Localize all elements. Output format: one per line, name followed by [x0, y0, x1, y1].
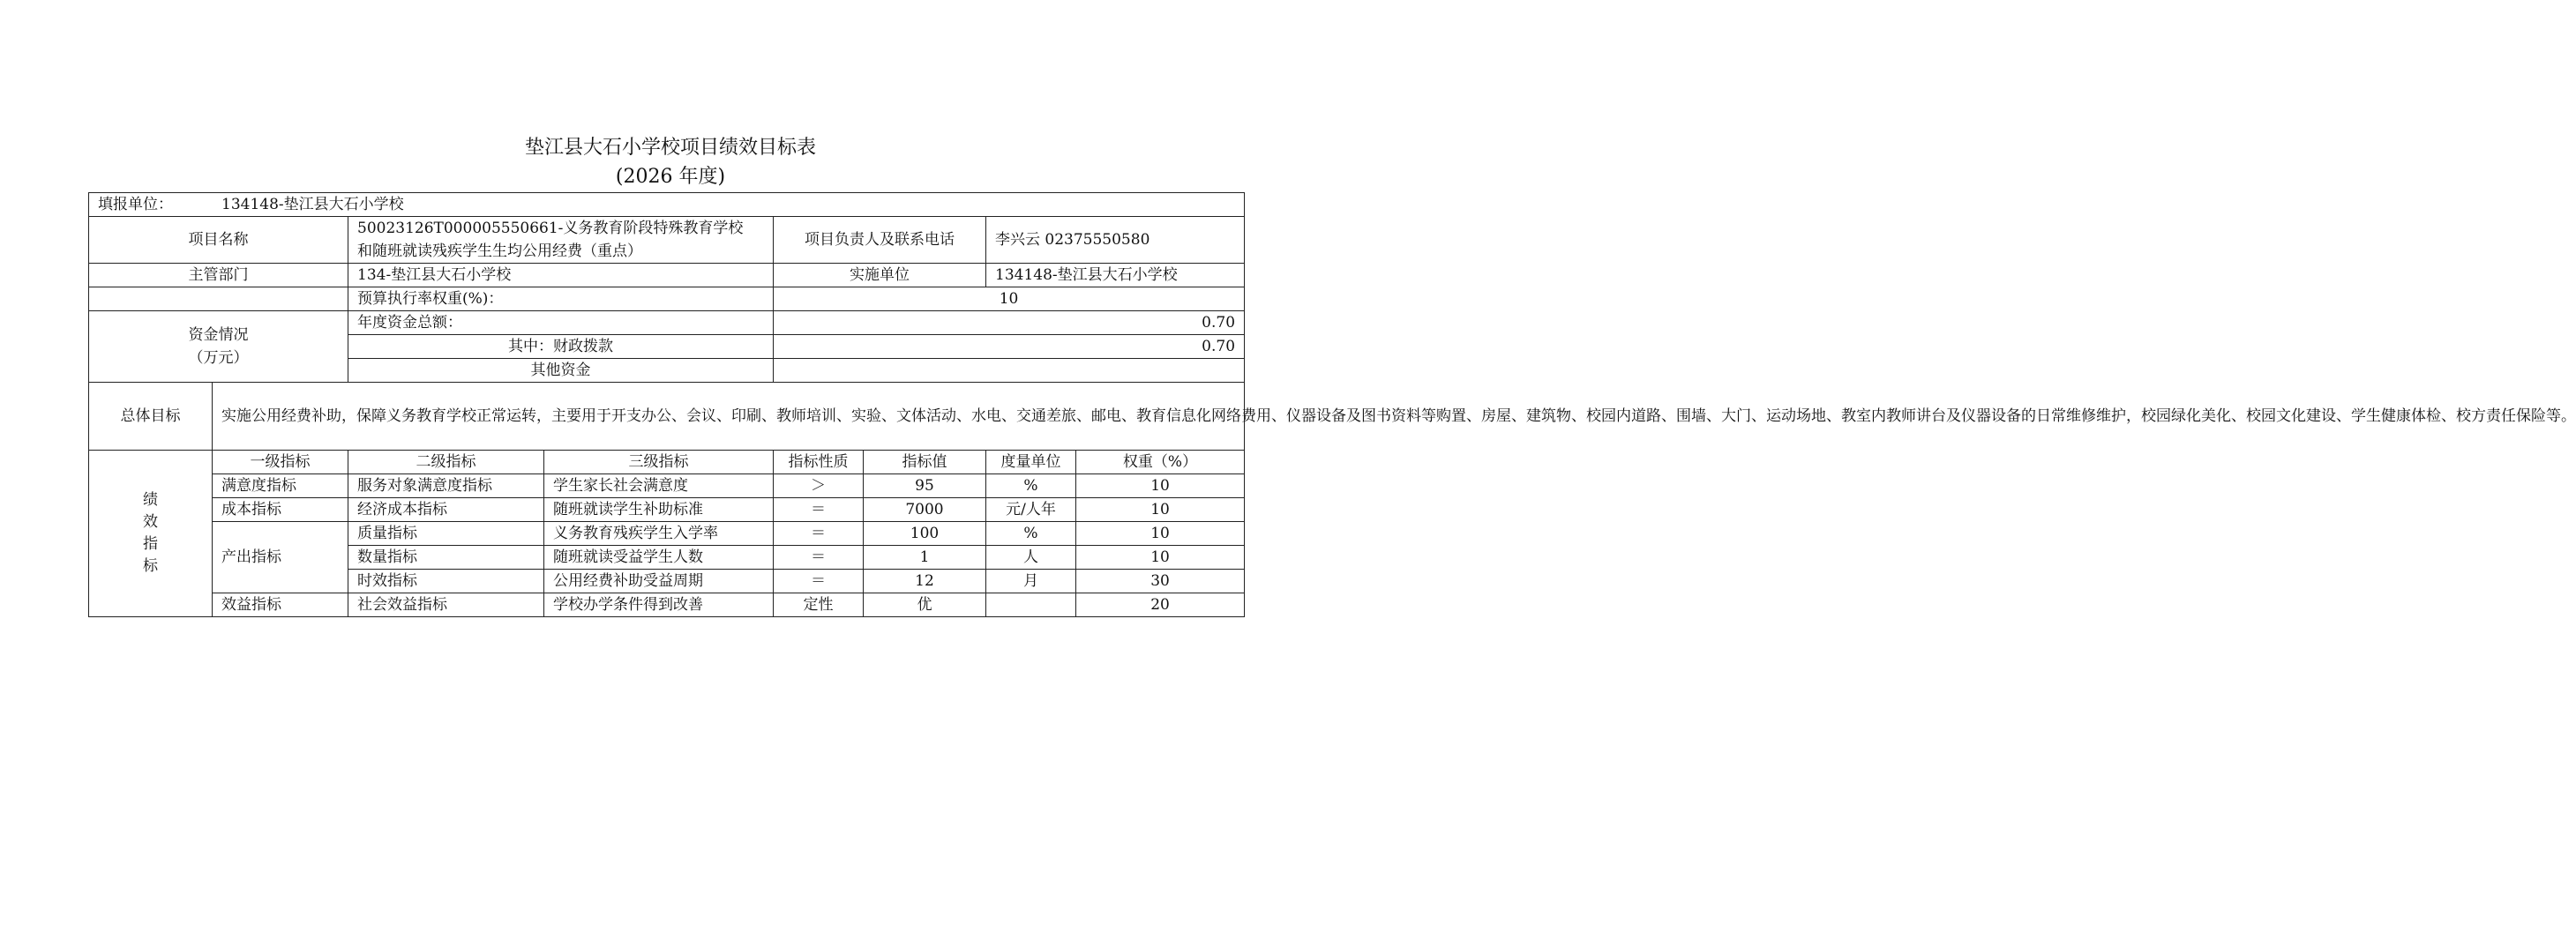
value-cell: 优 [864, 593, 986, 617]
fiscal-value: 0.70 [774, 335, 1245, 359]
perf-label-char: 效 [143, 513, 158, 531]
page-subtitle: (2026 年度) [615, 166, 726, 188]
header-unit: 度量单位 [986, 451, 1076, 474]
contact-value: 李兴云 02375550580 [986, 217, 1245, 264]
level2-cell: 质量指标 [348, 522, 544, 546]
budget-weight-blank [89, 287, 348, 311]
dept-row [89, 264, 1245, 287]
perf-label-char: 指 [143, 535, 158, 553]
header-level1: 一级指标 [213, 451, 348, 474]
level1-cell: 产出指标 [213, 522, 348, 593]
impl-value: 134148-垫江县大石小学校 [986, 264, 1245, 287]
level2-cell: 时效指标 [348, 570, 544, 593]
header-level2: 二级指标 [348, 451, 544, 474]
header-value: 指标值 [864, 451, 986, 474]
unit-cell: 月 [986, 570, 1076, 593]
perf-label [89, 451, 213, 617]
level3-cell: 公用经费补助受益周期 [544, 570, 774, 593]
nature-cell: ＝ [774, 570, 864, 593]
level3-cell: 随班就读学生补助标准 [544, 498, 774, 522]
unit-cell: % [986, 522, 1076, 546]
budget-weight-label: 预算执行率权重(%)： [348, 287, 774, 311]
perf-header-row [89, 451, 1245, 474]
level2-cell: 数量指标 [348, 546, 544, 570]
budget-weight-row [89, 287, 1245, 311]
other-funds-value [774, 359, 1245, 383]
value-cell: 100 [864, 522, 986, 546]
weight-cell: 10 [1076, 498, 1245, 522]
value-cell: 1 [864, 546, 986, 570]
table-row [89, 474, 1245, 498]
level2-cell: 社会效益指标 [348, 593, 544, 617]
dept-label: 主管部门 [89, 264, 348, 287]
funds-label [89, 311, 348, 383]
filing-unit-row [89, 193, 1245, 217]
budget-weight-value: 10 [774, 287, 1245, 311]
funds-label-line1: 资金情况 [188, 326, 249, 344]
project-name-value [348, 217, 774, 264]
filing-unit-cell [89, 193, 1245, 217]
value-cell: 12 [864, 570, 986, 593]
weight-cell: 10 [1076, 546, 1245, 570]
weight-cell: 10 [1076, 474, 1245, 498]
project-name-row [89, 217, 1245, 264]
level3-cell: 学生家长社会满意度 [544, 474, 774, 498]
impl-label: 实施单位 [774, 264, 986, 287]
header-nature: 指标性质 [774, 451, 864, 474]
project-name-line2: 和随班就读残疾学生生均公用经费（重点） [357, 242, 642, 260]
level2-cell: 经济成本指标 [348, 498, 544, 522]
annual-total-label: 年度资金总额： [348, 311, 774, 335]
dept-value: 134-垫江县大石小学校 [348, 264, 774, 287]
unit-cell [986, 593, 1076, 617]
nature-cell: ＞ [774, 474, 864, 498]
nature-cell: ＝ [774, 498, 864, 522]
weight-cell: 30 [1076, 570, 1245, 593]
unit-cell: 人 [986, 546, 1076, 570]
level3-cell: 学校办学条件得到改善 [544, 593, 774, 617]
level1-cell: 成本指标 [213, 498, 348, 522]
fiscal-label: 其中：财政拨款 [348, 335, 774, 359]
table-row [89, 522, 1245, 546]
perf-label-char: 标 [143, 557, 158, 575]
level3-cell: 随班就读受益学生人数 [544, 546, 774, 570]
table-row [89, 593, 1245, 617]
perf-label-char: 绩 [143, 491, 158, 509]
goal-row [89, 383, 1245, 451]
project-name-line1: 50023126T000005550661-义务教育阶段特殊教育学校 [357, 220, 744, 237]
weight-cell: 10 [1076, 522, 1245, 546]
goal-label: 总体目标 [89, 383, 213, 451]
other-funds-label: 其他资金 [348, 359, 774, 383]
value-cell: 7000 [864, 498, 986, 522]
page-title: 垫江县大石小学校项目绩效目标表 [524, 137, 816, 159]
annual-total-value: 0.70 [774, 311, 1245, 335]
goal-text: 实施公用经费补助，保障义务教育学校正常运转，主要用于开支办公、会议、印刷、教师培训、实验、文体活动、水电、交通差旅、邮电、教育信息化网络费用、仪器设备及图书资料等购置、房屋、建筑物、校园内道路、围墙、大门、运动场地、教室内教师讲台及仪器设备的日常维修维护，校园绿化美化、校园文化建设、学生健康体检、校方责任保险等。 [213, 383, 1245, 451]
header-weight: 权重（%） [1076, 451, 1245, 474]
nature-cell: 定性 [774, 593, 864, 617]
level1-cell: 满意度指标 [213, 474, 348, 498]
level2-cell: 服务对象满意度指标 [348, 474, 544, 498]
level3-cell: 义务教育残疾学生入学率 [544, 522, 774, 546]
nature-cell: ＝ [774, 546, 864, 570]
contact-label: 项目负责人及联系电话 [774, 217, 986, 264]
filing-unit-value: 134148-垫江县大石小学校 [221, 196, 404, 213]
header-level3: 三级指标 [544, 451, 774, 474]
project-name-label: 项目名称 [89, 217, 348, 264]
funds-label-line2: （万元） [188, 349, 249, 367]
level1-cell: 效益指标 [213, 593, 348, 617]
table-row [89, 498, 1245, 522]
weight-cell: 20 [1076, 593, 1245, 617]
nature-cell: ＝ [774, 522, 864, 546]
unit-cell: 元/人年 [986, 498, 1076, 522]
annual-total-row [89, 311, 1245, 335]
unit-cell: % [986, 474, 1076, 498]
value-cell: 95 [864, 474, 986, 498]
filing-unit-label: 填报单位： [98, 196, 173, 213]
performance-table [88, 192, 2576, 617]
